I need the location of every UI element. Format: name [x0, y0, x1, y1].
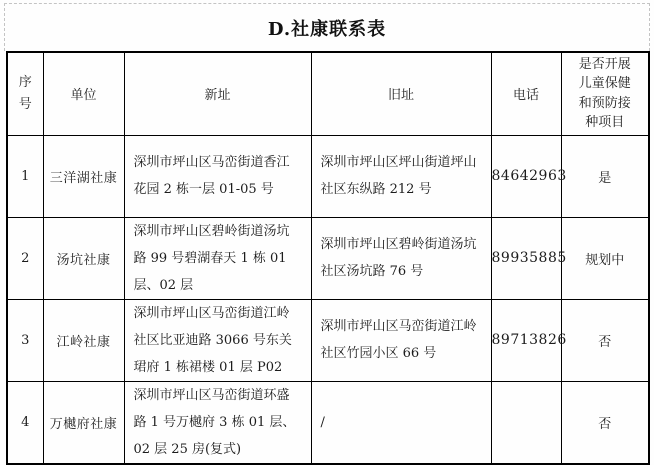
cell-unit: 汤坑社康: [43, 217, 124, 299]
cell-unit: 万樾府社康: [43, 381, 124, 464]
cell-old-address: 深圳市坪山区马峦街道江岭社区竹园小区 66 号: [311, 299, 491, 381]
header-unit: 单位: [43, 52, 124, 135]
header-old-address: 旧址: [311, 52, 491, 135]
cell-unit: 三洋湖社康: [43, 135, 124, 217]
header-new-address: 新址: [124, 52, 311, 135]
header-phone: 电话: [491, 52, 561, 135]
page-dashed-border-top: [4, 3, 650, 4]
cell-old-address: 深圳市坪山区坪山街道坪山社区东纵路 212 号: [311, 135, 491, 217]
cell-no: 1: [7, 135, 43, 217]
cell-no: 4: [7, 381, 43, 464]
cell-old-address: 深圳市坪山区碧岭街道汤坑社区汤坑路 76 号: [311, 217, 491, 299]
page-title: D.社康联系表: [267, 19, 387, 40]
cell-phone: 89935885: [491, 217, 561, 299]
table-header-row: [7, 52, 649, 135]
cell-new-address: 深圳市坪山区马峦街道香江花园 2 栋一层 01-05 号: [124, 135, 311, 217]
header-child-care: 是否开展儿童保健和预防接种项目: [561, 52, 649, 135]
community-health-contact-table: [6, 51, 650, 465]
cell-child-care: 否: [561, 381, 649, 464]
table-row: [7, 299, 649, 381]
cell-new-address: 深圳市坪山区马峦街道江岭社区比亚迪路 3066 号东关珺府 1 栋裙楼 01 层 P02: [124, 299, 311, 381]
cell-child-care: 规划中: [561, 217, 649, 299]
cell-old-address: /: [311, 381, 491, 464]
cell-no: 2: [7, 217, 43, 299]
cell-phone: [491, 381, 561, 464]
cell-child-care: 否: [561, 299, 649, 381]
table-row: [7, 135, 649, 217]
table-row: [7, 217, 649, 299]
cell-unit: 江岭社康: [43, 299, 124, 381]
cell-child-care: 是: [561, 135, 649, 217]
cell-new-address: 深圳市坪山区碧岭街道汤坑路 99 号碧湖春天 1 栋 01 层、02 层: [124, 217, 311, 299]
cell-new-address: 深圳市坪山区马峦街道环盛路 1 号万樾府 3 栋 01 层、02 层 25 房(复式): [124, 381, 311, 464]
cell-phone: 84642963: [491, 135, 561, 217]
cell-no: 3: [7, 299, 43, 381]
header-no: 序号: [7, 52, 43, 135]
table-row: [7, 381, 649, 464]
cell-phone: 89713826: [491, 299, 561, 381]
